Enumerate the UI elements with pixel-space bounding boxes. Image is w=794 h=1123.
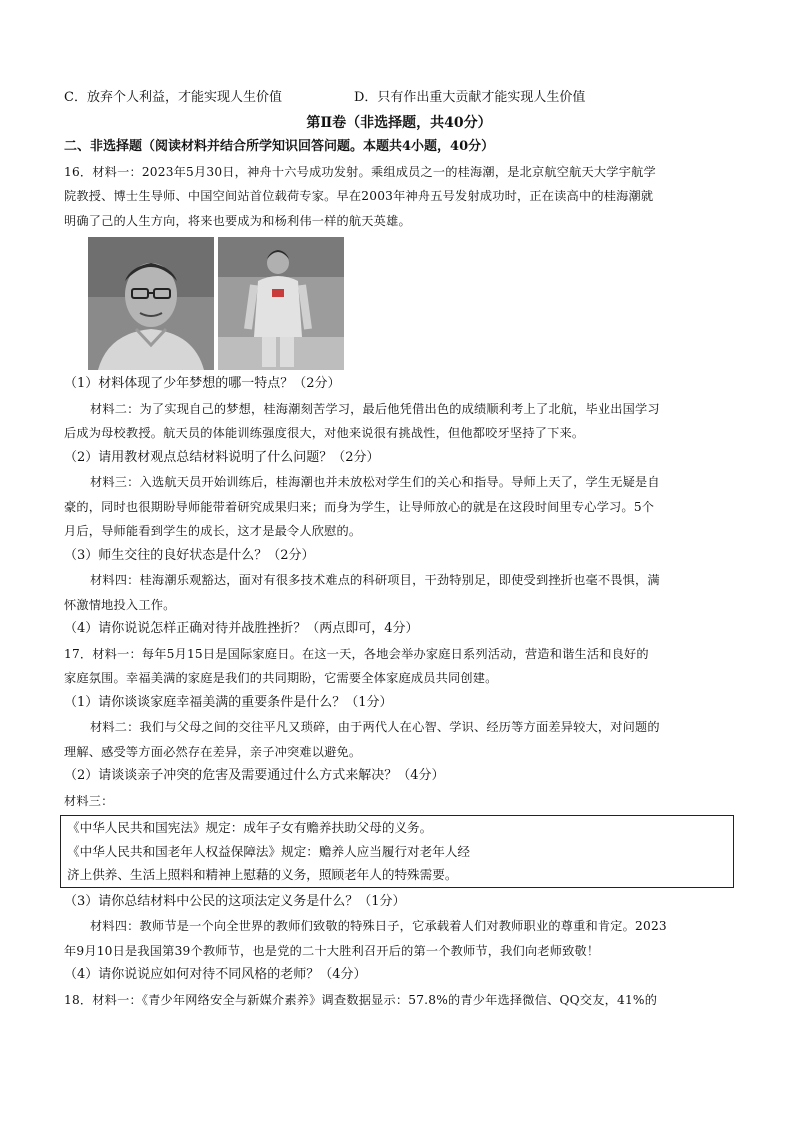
section-heading: 二、非选择题（阅读材料并结合所学知识回答问题。本题共4小题，40分） <box>64 139 495 154</box>
option-d: D．只有作出重大贡献才能实现人生价值 <box>354 90 586 105</box>
exam-page <box>64 86 734 1012</box>
q17-material1-line2: 家庭氛围。幸福美满的家庭是我们的共同期盼，它需要全体家庭成员共同创建。 <box>64 671 498 685</box>
q17-sub1: （1）请你谈谈家庭幸福美满的重要条件是什么？（1分） <box>64 694 393 710</box>
q17-material2-line2: 理解、感受等方面必然存在差异，亲子冲突难以避免。 <box>64 744 362 759</box>
q16-sub3: （3）师生交往的良好状态是什么？（2分） <box>64 547 315 563</box>
q17-material4-line2: 年9月10日是我国第39个教师节，也是党的二十大胜利召开后的第一个教师节，我们向老师致敬！ <box>64 943 600 958</box>
astronaut-portrait-photo <box>88 237 214 370</box>
q16-material1-line1: 16．材料一：2023年5月30日，神舟十六号成功发射。乘组成员之一的桂海潮，是北京航空航天大学宇航学 <box>64 164 656 179</box>
law-excerpt-line3: 济上供养、生活上照料和精神上慰藉的义务，照顾老年人的特殊需要。 <box>67 867 458 882</box>
q16-material3-line3: 月后，导师能看到学生的成长，这才是最令人欣慰的。 <box>64 524 362 538</box>
q17-material4-line1: 材料四：教师节是一个向全世界的教师们致敬的特殊日子，它承载着人们对教师职业的尊重和肯定。2023 <box>90 919 667 933</box>
q16-sub4: （4）请你说说怎样正确对待并战胜挫折？（两点即可，4分） <box>64 621 419 636</box>
law-excerpt-line1: 《中华人民共和国宪法》规定：成年子女有赡养扶助父母的义务。 <box>67 820 433 835</box>
law-excerpt-box <box>60 815 734 888</box>
q17-material1-line1: 17．材料一：每年5月15日是国际家庭日。在这一天，各地会举办家庭日系列活动，营造和谐生活和良好的 <box>64 646 649 661</box>
q16-sub1: （1）材料体现了少年梦想的哪一特点？（2分） <box>64 376 341 391</box>
q17-sub2: （2）请谈谈亲子冲突的危害及需要通过什么方式来解决？（4分） <box>64 768 445 783</box>
q17-sub4: （4）请你说说应如何对待不同风格的老师？（4分） <box>64 967 367 982</box>
q16-material3-line1: 材料三：入选航天员开始训练后，桂海潮也并未放松对学生们的关心和指导。导师上天了，学生无疑是自 <box>90 475 660 489</box>
q17-material3-label: 材料三： <box>64 793 114 808</box>
q16-material3-line2: 豪的，同时也很期盼导师能带着研究成果归来；而身为学生，让导师放心的就是在这段时间里专心学习。5个 <box>64 499 655 514</box>
q16-sub2: （2）请用教材观点总结材料说明了什么问题？（2分） <box>64 449 380 465</box>
options-row <box>64 86 734 111</box>
q16-material4-line1: 材料四：桂海潮乐观豁达，面对有很多技术难点的科研项目，干劲特别足，即使受到挫折也毫不畏惧，满 <box>90 573 660 587</box>
q16-material2-line1: 材料二：为了实现自己的梦想，桂海潮刻苦学习，最后他凭借出色的成绩顺利考上了北航，毕业出国学习 <box>90 401 660 416</box>
q16-material1-line3: 明确了己的人生方向，将来也要成为和杨利伟一样的航天英雄。 <box>64 213 411 228</box>
astronaut-photos <box>88 237 734 370</box>
q16-material1-line2: 院教授、博士生导师、中国空间站首位载荷专家。早在2003年神舟五号发射成功时，正在读高中的桂海潮就 <box>64 189 654 203</box>
law-excerpt-line2: 《中华人民共和国老年人权益保障法》规定：赡养人应当履行对老年人经 <box>67 843 470 859</box>
q17-material2-line1: 材料二：我们与父母之间的交往平凡又琐碎，由于两代人在心智、学识、经历等方面差异较大，对问题的 <box>90 720 660 734</box>
q16-material4-line2: 怀激情地投入工作。 <box>64 597 176 612</box>
q17-sub3: （3）请你总结材料中公民的这项法定义务是什么？（1分） <box>64 893 406 909</box>
astronaut-full-body-photo <box>218 237 344 370</box>
q18-material1-line1: 18．材料一：《青少年网络安全与新媒介素养》调查数据显示：57.8%的青少年选择微信、QQ交友，41%的 <box>64 992 658 1007</box>
q16-material2-line2: 后成为母校教授。航天员的体能训练强度很大，对他来说很有挑战性，但他都咬牙坚持了下来。 <box>64 426 585 440</box>
part2-title: 第Ⅱ卷（非选择题，共40分） <box>306 114 492 131</box>
option-c: C．放弃个人利益，才能实现人生价值 <box>64 90 282 105</box>
